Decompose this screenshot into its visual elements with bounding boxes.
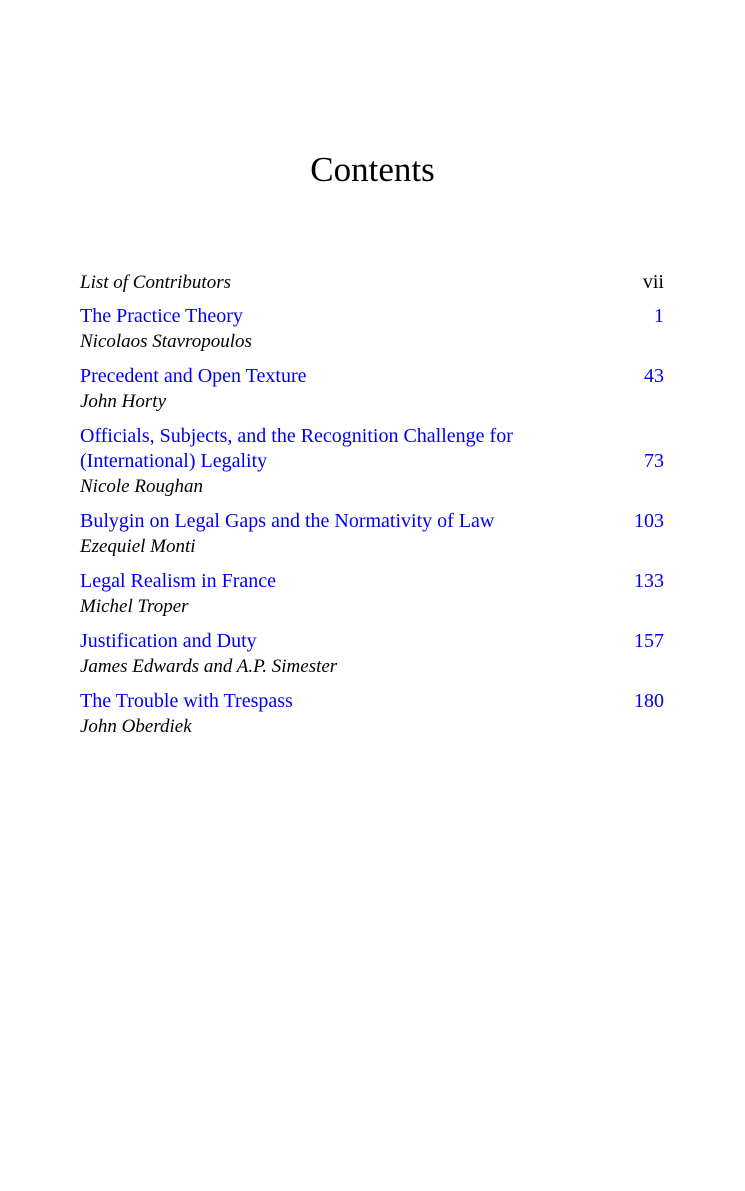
- toc-entry: [80, 509, 664, 560]
- toc-entry-text: [80, 689, 550, 740]
- toc-entry-author: James Edwards and A.P. Simester: [80, 656, 338, 677]
- toc-entry-text: [80, 629, 550, 680]
- toc-page-link[interactable]: 43: [644, 365, 664, 387]
- toc-entry: [80, 629, 664, 680]
- toc-entry-text: [80, 304, 550, 355]
- toc-entry-author: Nicole Roughan: [80, 476, 203, 497]
- toc-entry-title-link[interactable]: Legal Realism in France: [80, 570, 277, 592]
- toc-entry-title-link[interactable]: Justification and Duty: [80, 630, 257, 652]
- toc-entry: [80, 364, 664, 415]
- toc-entry-title-link[interactable]: Bulygin on Legal Gaps and the Normativity of Law: [80, 510, 495, 532]
- table-of-contents: [80, 270, 664, 749]
- toc-entry: [80, 569, 664, 620]
- toc-entry-contributors: [80, 270, 664, 295]
- toc-page-link[interactable]: 133: [634, 570, 664, 592]
- toc-entry-text: [80, 424, 550, 500]
- toc-entry-text: [80, 270, 550, 295]
- toc-page-link[interactable]: 73: [644, 450, 664, 472]
- toc-entry-text: [80, 569, 550, 620]
- toc-entry-text: [80, 364, 550, 415]
- toc-page-link[interactable]: 157: [634, 630, 664, 652]
- toc-entry-author: Ezequiel Monti: [80, 536, 196, 557]
- toc-entry-author: Michel Troper: [80, 596, 189, 617]
- toc-page-link[interactable]: 180: [634, 690, 664, 712]
- toc-entry-title: List of Contributors: [80, 272, 231, 293]
- toc-entry-title-link[interactable]: The Trouble with Trespass: [80, 690, 293, 712]
- toc-entry-title-link[interactable]: The Practice Theory: [80, 305, 243, 327]
- toc-entry-author: John Horty: [80, 391, 167, 412]
- toc-entry-author: Nicolaos Stavropoulos: [80, 331, 252, 352]
- toc-entry-title-link[interactable]: [80, 424, 550, 474]
- toc-entry-title-line: Officials, Subjects, and the Recognition Challenge for: [80, 425, 513, 447]
- toc-entry-author: John Oberdiek: [80, 716, 192, 737]
- page-title: Contents: [310, 150, 435, 189]
- toc-page-number: vii: [642, 271, 664, 293]
- toc-page-link[interactable]: 103: [634, 510, 664, 532]
- toc-entry-title-link[interactable]: Precedent and Open Texture: [80, 365, 307, 387]
- toc-entry: [80, 689, 664, 740]
- toc-entry: [80, 424, 664, 500]
- toc-entry-text: [80, 509, 550, 560]
- toc-page-link[interactable]: 1: [654, 305, 664, 327]
- toc-entry-title-line: (International) Legality: [80, 450, 268, 472]
- toc-entry: [80, 304, 664, 355]
